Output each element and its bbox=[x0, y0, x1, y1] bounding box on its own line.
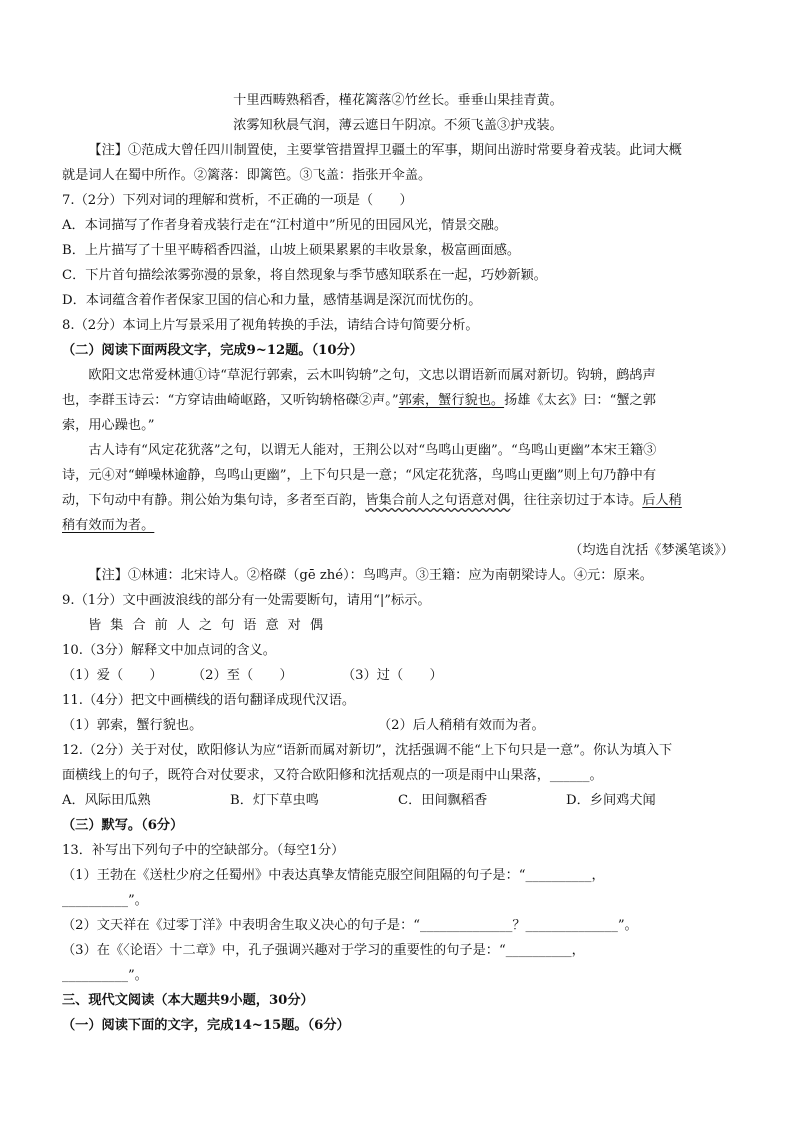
question-12-option-a[interactable]: A．风际田瓜熟 bbox=[62, 793, 151, 808]
underlined-sentence-2-start: 后人稍 bbox=[642, 493, 682, 508]
question-12-stem-line-1: 12.（2分）关于对仗，欧阳修认为应“语新而属对新切”，沈括强调不能“上下句只是一意”。你认为填入下 bbox=[62, 743, 673, 758]
passage-1-line-1: 欧阳文忠常爱林逋①诗“草泥行郭索，云木叫钩辀”之句，文忠以谓语新而属对新切。钩辀，鹧鸪声 bbox=[88, 368, 656, 383]
question-12-options bbox=[62, 788, 734, 813]
part-3-subtitle: （一）阅读下面的文字，完成14~15题。（6分） bbox=[62, 1018, 350, 1033]
poem-note-line-2: 就是词人在蜀中所作。②篱落：即篱笆。③飞盖：指张开伞盖。 bbox=[62, 168, 432, 183]
question-9-break-chars[interactable]: 皆集合前人之句语意对偶 bbox=[88, 618, 333, 633]
underlined-sentence-1: 郭索，蟹行貌也。 bbox=[398, 393, 505, 408]
question-11-item-2: （2）后人稍稍有效而为者。 bbox=[378, 718, 545, 733]
passage-1-line-3: 索，用心躁也。” bbox=[62, 418, 155, 433]
question-13-item-1-line-2[interactable]: __________”。 bbox=[62, 893, 148, 908]
question-10-items bbox=[62, 663, 734, 688]
passage-2-text: 动，下句动中有静。荆公始为集句诗，多者至百韵， bbox=[62, 493, 366, 508]
question-12-option-b[interactable]: B．灯下草虫鸣 bbox=[230, 793, 319, 808]
question-7-option-a[interactable]: A．本词描写了作者身着戎装行走在“江村道中”所见的田园风光，情景交融。 bbox=[62, 218, 508, 233]
question-13-item-3-line-1[interactable]: （3）在《〈论语〉十二章》中，孔子强调兴趣对于学习的重要性的句子是：“__________， bbox=[62, 943, 585, 958]
question-10-item-1[interactable]: （1）爱（ ） bbox=[62, 668, 163, 683]
section-2-title: （二）阅读下面两段文字，完成9~12题。（10分） bbox=[62, 343, 363, 358]
question-7-option-d[interactable]: D．本词蕴含着作者保家卫国的信心和力量，感情基调是深沉而忧伤的。 bbox=[62, 293, 482, 308]
question-10-item-2[interactable]: （2）至（ ） bbox=[192, 668, 293, 683]
question-7-option-c[interactable]: C．下片首句描绘浓雾弥漫的景象，将自然现象与季节感知联系在一起，巧妙新颖。 bbox=[62, 268, 547, 283]
wavy-underlined-sentence: 皆集合前人之句语意对偶 bbox=[365, 493, 511, 508]
passage-2-line-1: 古人诗有“风定花犹落”之句，以谓无人能对，王荆公以对“鸟鸣山更幽”。“鸟鸣山更幽”本宋王籍③ bbox=[88, 443, 657, 458]
exam-page bbox=[62, 88, 734, 1038]
poem-line-1: 十里西畴熟稻香，槿花篱落②竹丝长。垂垂山果挂青黄。 bbox=[233, 93, 563, 108]
question-12-option-c[interactable]: C．田间飘稻香 bbox=[398, 793, 488, 808]
question-13-item-3-line-2[interactable]: __________”。 bbox=[62, 968, 148, 983]
question-7-option-b[interactable]: B．上片描写了十里平畴稻香四溢，山坡上硕果累累的丰收景象，极富画面感。 bbox=[62, 243, 521, 258]
passage-1-line-2 bbox=[62, 388, 734, 413]
question-13-stem: 13．补写出下列句子中的空缺部分。（每空1分） bbox=[62, 843, 345, 858]
underlined-sentence-2-end: 稍有效而为者。 bbox=[62, 518, 155, 533]
question-12-option-d[interactable]: D．乡间鸡犬闻 bbox=[566, 793, 656, 808]
question-11-stem: 11.（4分）把文中画横线的语句翻译成现代汉语。 bbox=[62, 693, 356, 708]
poem-note-line-1: 【注】①范成大曾任四川制置使，主要掌管措置捍卫疆土的军事，期间出游时常要身着戎装。此词大概 bbox=[88, 143, 682, 158]
question-11-items bbox=[62, 713, 734, 738]
question-9-stem: 9.（1分）文中画波浪线的部分有一处需要断句，请用“|”标示。 bbox=[62, 593, 431, 608]
question-13-item-2[interactable]: （2）文天祥在《过零丁洋》中表明舍生取义决心的句子是：“______________？______________”。 bbox=[62, 918, 638, 933]
question-12-stem-line-2: 面横线上的句子，既符合对仗要求，又符合欧阳修和沈括观点的一项是雨中山果落，______。 bbox=[62, 768, 603, 783]
part-3-title: 三、现代文阅读（本大题共9小题，30分） bbox=[62, 993, 314, 1008]
question-10-item-3[interactable]: （3）过（ ） bbox=[342, 668, 443, 683]
question-11-item-1: （1）郭索，蟹行貌也。 bbox=[62, 718, 203, 733]
question-8-stem: 8.（2分）本词上片写景采用了视角转换的手法，请结合诗句简要分析。 bbox=[62, 318, 479, 333]
passage-2-line-3 bbox=[62, 488, 734, 513]
question-10-stem: 10.（3分）解释文中加点词的含义。 bbox=[62, 643, 276, 658]
passage-source: （均选自沈括《梦溪笔谈》） bbox=[569, 543, 734, 558]
section-3-title: （三）默写。（6分） bbox=[62, 818, 184, 833]
passage-1-text: 也，李群玉诗云：“方穿诘曲崎岖路，又听钩辀格磔②声。” bbox=[62, 393, 399, 408]
poem-line-2: 浓雾知秋晨气润，薄云遮日午阴凉。不须飞盖③护戎装。 bbox=[233, 118, 563, 133]
passage-2-text-cont: ，往往亲切过于本诗。 bbox=[510, 493, 643, 508]
passage-1-text-cont: 扬雄《太玄》曰：“蟹之郭 bbox=[504, 393, 656, 408]
passage-note: 【注】①林逋：北宋诗人。②格磔（gē zhé）：鸟鸣声。③王籍：应为南朝梁诗人。④元：原来。 bbox=[88, 568, 653, 583]
question-13-item-1-line-1[interactable]: （1）王勃在《送杜少府之任蜀州》中表达真挚友情能克服空间阻隔的句子是：“__________， bbox=[62, 868, 605, 883]
question-7-stem: 7.（2分）下列对词的理解和赏析，不正确的一项是（ ） bbox=[62, 193, 413, 208]
passage-2-line-4 bbox=[62, 513, 734, 538]
passage-2-line-2: 诗，元④对“蝉噪林逾静，鸟鸣山更幽”，上下句只是一意；“风定花犹落，鸟鸣山更幽”则上句乃静中有 bbox=[62, 468, 657, 483]
